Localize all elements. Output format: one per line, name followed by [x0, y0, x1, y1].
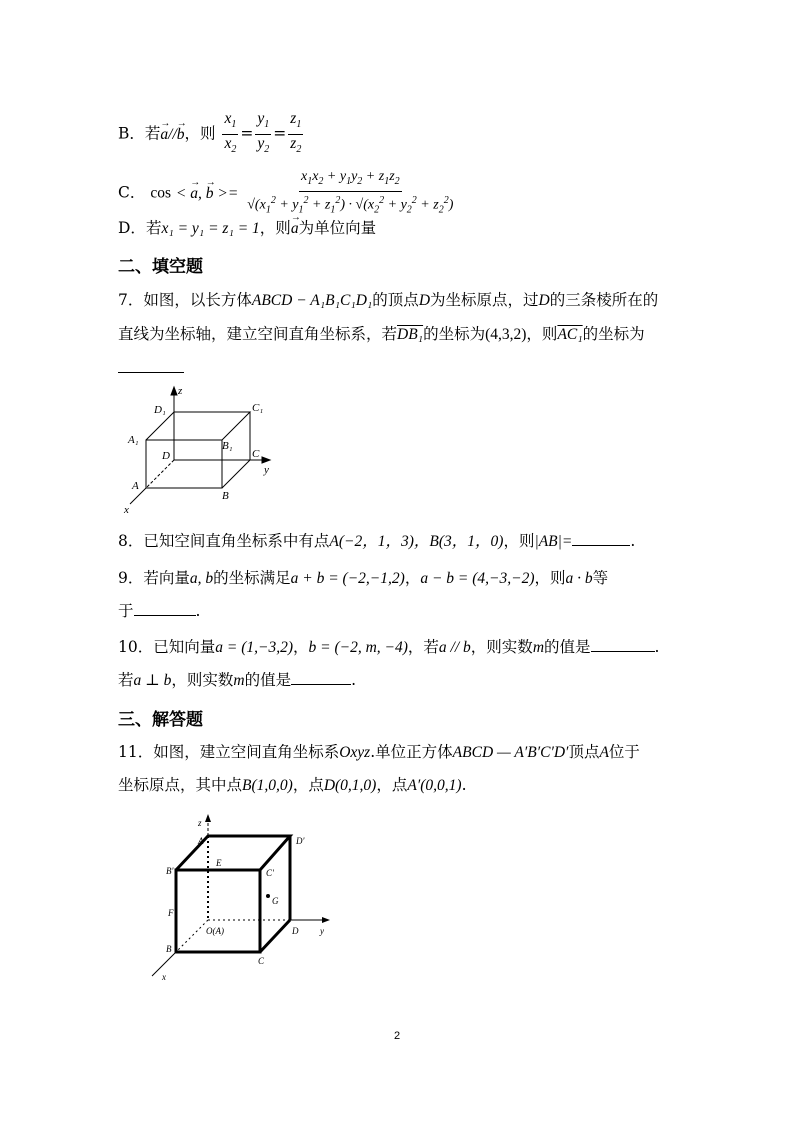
q9-comma: ，	[404, 569, 421, 587]
option-d	[118, 218, 376, 239]
fig2-label-z: z	[198, 818, 202, 828]
q10-line1	[118, 637, 659, 658]
q10-text-2b: ，则实数	[171, 671, 234, 689]
fig2-label-x: x	[162, 972, 166, 982]
q7-text-2a: 直线为坐标轴，建立空间直角坐标系，若	[118, 325, 398, 343]
q9-line2	[118, 601, 200, 621]
option-d-cond: x₁ = y₁ = z₁ = 1	[161, 220, 260, 237]
fig2-label-dp: D'	[296, 836, 305, 846]
option-d-tail: 为单位向量	[298, 219, 377, 237]
fig2-label-c: C	[258, 956, 265, 966]
fig2-label-bp: B'	[166, 866, 174, 876]
fig2-label-d: D	[292, 926, 299, 936]
q7-text-b: 的顶点	[372, 291, 419, 309]
q11-text-c: 顶点	[568, 743, 600, 761]
option-c-angle: < → a, → b >=	[176, 185, 238, 202]
q7-vec-ac1: AC₁	[557, 326, 583, 343]
q10-perp: a ⊥ b	[133, 672, 172, 689]
q9-text-d: 等	[592, 569, 609, 587]
q11-line2	[118, 775, 467, 796]
q11-text-b: .单位正方体	[370, 743, 453, 761]
q11-cube: ABCD — A′B′C′D′	[452, 744, 569, 761]
option-b: B．若→ a//→ b，则 $\frac{x_1}{x_2}$ = $\frac{y_1}{y_2}$ = $\frac{z_1}{z_2}$	[118, 110, 305, 159]
option-c-label: C．	[118, 183, 146, 202]
frac-z: $\frac{z_1}{z_2}$	[290, 110, 302, 156]
q7-line2	[118, 324, 645, 345]
q9-text-c: ，则	[534, 569, 566, 587]
q10-answer-blank-1[interactable]	[591, 637, 655, 652]
fig1-label-a: A	[132, 480, 139, 492]
q11-a: A	[599, 744, 609, 761]
fig1-label-d: D	[162, 450, 170, 462]
frac-y: $\frac{y_1}{y_2}$	[257, 110, 270, 156]
fig1-label-b: B	[222, 490, 229, 502]
q11-line1	[118, 742, 640, 763]
q9-text-b: 的坐标满足	[213, 569, 291, 587]
q10-parallel: a // b	[438, 639, 471, 656]
option-d-ruo: 若	[145, 219, 162, 237]
q7-line1	[118, 290, 658, 311]
fig2-label-y: y	[320, 926, 324, 936]
fig2-point-g	[266, 894, 270, 898]
fig1-label-a1: A₁	[128, 434, 139, 446]
q10-text-c: ，则实数	[470, 638, 533, 656]
q11-text-2a: 坐标原点，其中点	[118, 776, 243, 794]
q11-text-d: 位于	[608, 743, 640, 761]
option-c	[118, 168, 457, 219]
q10-answer-blank-2[interactable]	[291, 670, 351, 685]
q7-solid: ABCD − A₁B₁C₁D₁	[251, 292, 373, 309]
q10-line2	[118, 670, 356, 691]
section-fill-heading: 二、填空题	[118, 257, 203, 277]
option-c-formula: $\frac{x_1x_2 + y_1y_2 + z_1z_2}{√(x_1^2 + y_1^2 + z_1^2) \cdot √(x_2^2 + y_2^2 + z_2^2)}$	[247, 169, 454, 216]
fig1-front-face	[146, 440, 222, 488]
q7-answer-blank[interactable]	[118, 358, 184, 373]
q11-point-d: D(0,1,0)	[323, 777, 377, 794]
q7-text-2b: 的坐标为	[423, 325, 486, 343]
q10-text-2c: 的值是	[244, 671, 292, 689]
q11-text-2c: ，点	[376, 776, 408, 794]
option-c-cos: cos	[150, 184, 171, 202]
q10-vec-b: b = (−2, m, −4)	[308, 639, 408, 656]
q9-ab: a, b	[189, 570, 214, 587]
fig2-label-e: E	[216, 858, 222, 868]
q8-text-a: 8．已知空间直角坐标系中有点	[118, 532, 330, 550]
q10-m: m	[532, 639, 545, 656]
q8-end: .	[630, 532, 636, 550]
q9-end: .	[195, 602, 201, 620]
q10-text-d: 的值是	[544, 638, 591, 656]
q11-text-2b: ，点	[292, 776, 324, 794]
q8-ab: |AB|=	[534, 533, 573, 550]
option-b-ruo: 若	[144, 124, 161, 143]
q9-answer-blank[interactable]	[134, 601, 196, 616]
q11-text-a: 11．如图，建立空间直角坐标系	[118, 743, 340, 761]
q10-text-b: ，若	[407, 638, 439, 656]
q9-text-a: 9．若向量	[118, 569, 190, 587]
figure-box	[118, 385, 288, 515]
option-d-ze: ，则	[259, 219, 291, 237]
q9-line1	[118, 568, 608, 589]
fig2-label-f: F	[168, 908, 174, 918]
q7-text-d: 的三条棱所在的	[549, 291, 659, 309]
q10-end: .	[654, 638, 660, 656]
fig1-label-b1: B₁	[222, 440, 233, 452]
q7-text-a: 7．如图，以长方体	[118, 291, 252, 309]
option-b-label: B．	[118, 124, 145, 143]
fig2-label-cp: C'	[266, 868, 274, 878]
q8	[118, 531, 635, 552]
q7-text-c: 为坐标原点，过	[430, 291, 539, 309]
q7-text-2c: ，则	[526, 325, 558, 343]
q11-point-b: B(1,0,0)	[242, 777, 293, 794]
fig2-label-oa: O(A)	[206, 926, 224, 936]
fig1-label-d1: D₁	[154, 404, 166, 416]
q10-end2: .	[351, 671, 357, 689]
option-b-parallel: → a//→ b	[160, 126, 184, 143]
q10-comma: ，	[292, 638, 309, 656]
q10-vec-a: a = (1,−3,2)	[215, 639, 293, 656]
q8-point-a: A(−2，1，3)，	[329, 533, 430, 550]
q8-point-b: B(3，1，0)	[429, 533, 504, 550]
option-b-ze: ，则	[184, 124, 216, 143]
option-d-vec-a: → a	[291, 219, 299, 239]
q10-text-a: 10．已知向量	[118, 638, 216, 656]
fig1-label-c: C	[252, 448, 260, 460]
q9-dot: a · b	[565, 570, 593, 587]
fig2-label-g: G	[272, 896, 279, 906]
fig1-label-z: z	[178, 385, 183, 397]
fig2-label-ap: A'	[198, 836, 206, 846]
option-d-label: D．	[118, 219, 146, 237]
fig1-label-y: y	[264, 464, 269, 476]
q9-diff: a − b = (4,−3,−2)	[420, 570, 535, 587]
q11-end: .	[461, 776, 467, 794]
fig1-label-x: x	[124, 504, 129, 515]
q7-d2: D	[538, 292, 550, 309]
section-solve-heading: 三、解答题	[118, 710, 203, 730]
q7-text-2d: 的坐标为	[582, 325, 645, 343]
q9-sum: a + b = (−2,−1,2)	[290, 570, 405, 587]
q9-text-line2: 于	[118, 602, 134, 620]
figure-cube	[140, 812, 340, 984]
q7-vec-db1: DB₁	[397, 326, 424, 343]
q8-text-b: ，则	[503, 532, 535, 550]
q7-d: D	[418, 292, 431, 309]
q10-m2: m	[233, 672, 245, 689]
q10-text-2a: 若	[118, 671, 134, 689]
fig2-label-b: B	[166, 944, 172, 954]
page-number: 2	[393, 1030, 401, 1042]
fig1-label-c1: C₁	[252, 402, 264, 414]
q11-oxyz: Oxyz	[339, 744, 371, 761]
q8-answer-blank[interactable]	[572, 531, 630, 546]
q7-coord: (4,3,2)	[485, 326, 527, 343]
frac-x: $\frac{x_1}{x_2}$	[224, 110, 237, 156]
q11-point-ap: A′(0,0,1)	[407, 777, 462, 794]
